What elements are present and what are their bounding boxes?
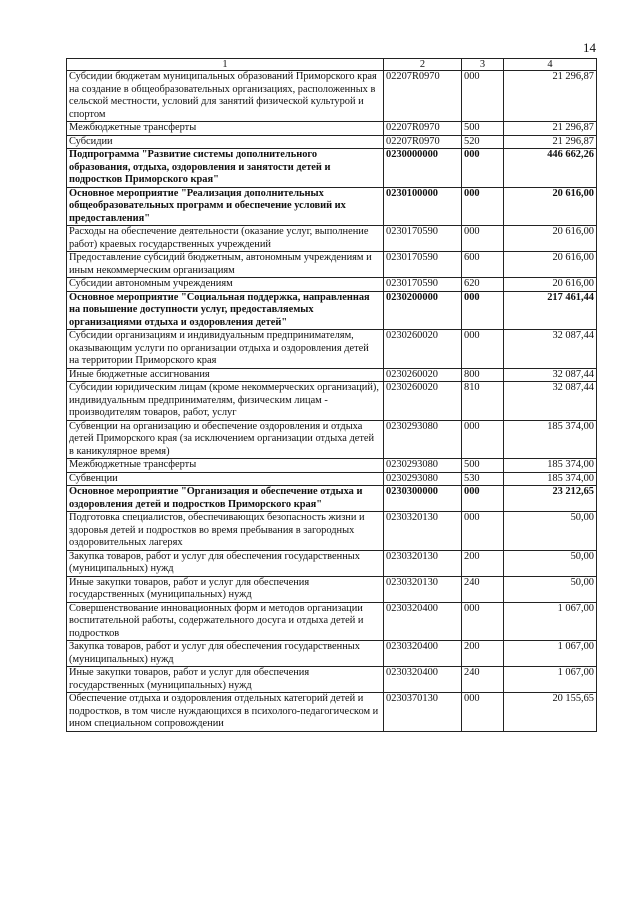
row-amount: 21 296,87 xyxy=(504,122,597,136)
row-expense-type: 810 xyxy=(462,382,504,421)
row-name: Межбюджетные трансферты xyxy=(67,122,384,136)
row-name: Обеспечение отдыха и оздоровления отдельных категорий детей и подростков, в том числе нуждающихся в психолого-педагогическом и ином специальном сопровождении xyxy=(67,693,384,732)
row-code: 02207R0970 xyxy=(384,71,462,122)
table-row xyxy=(67,693,597,732)
row-amount: 185 374,00 xyxy=(504,420,597,459)
row-code: 0230170590 xyxy=(384,252,462,278)
table-row xyxy=(67,550,597,576)
row-expense-type: 500 xyxy=(462,122,504,136)
row-expense-type: 600 xyxy=(462,252,504,278)
row-name: Закупка товаров, работ и услуг для обеспечения государственных (муниципальных) нужд xyxy=(67,550,384,576)
row-name: Основное мероприятие "Социальная поддержка, направленная на повышение доступности услуг, предоставляемых организациями отдыха и оздоровления детей" xyxy=(67,291,384,330)
row-expense-type: 240 xyxy=(462,576,504,602)
row-amount: 185 374,00 xyxy=(504,459,597,473)
row-amount: 1 067,00 xyxy=(504,602,597,641)
row-name: Субсидии бюджетам муниципальных образований Приморского края на создание в общеобразовательных организациях, расположенных в сельской местности, условий для занятий физической культурой и спортом xyxy=(67,71,384,122)
row-code: 0230260020 xyxy=(384,330,462,369)
row-code: 02207R0970 xyxy=(384,135,462,149)
table-row xyxy=(67,226,597,252)
table-row xyxy=(67,252,597,278)
row-expense-type: 500 xyxy=(462,459,504,473)
table-row xyxy=(67,149,597,188)
row-code: 0230320130 xyxy=(384,550,462,576)
table-row xyxy=(67,576,597,602)
column-header-amount: 4 xyxy=(504,59,597,71)
table-row xyxy=(67,291,597,330)
row-amount: 185 374,00 xyxy=(504,472,597,486)
column-header-name: 1 xyxy=(67,59,384,71)
row-code: 02207R0970 xyxy=(384,122,462,136)
row-expense-type: 620 xyxy=(462,278,504,292)
table-row xyxy=(67,122,597,136)
row-name: Субвенции на организацию и обеспечение оздоровления и отдыха детей Приморского края (за исключением организации отдыха детей в каникулярное время) xyxy=(67,420,384,459)
row-amount: 32 087,44 xyxy=(504,382,597,421)
row-code: 0230170590 xyxy=(384,278,462,292)
row-name: Субсидии автономным учреждениям xyxy=(67,278,384,292)
page-number: 14 xyxy=(583,40,596,55)
row-name: Субсидии xyxy=(67,135,384,149)
row-amount: 50,00 xyxy=(504,512,597,551)
row-expense-type: 000 xyxy=(462,602,504,641)
row-name: Субсидии юридическим лицам (кроме некоммерческих организаций), индивидуальным предпринимателям, физическим лицам - производителям товаров, работ, услуг xyxy=(67,382,384,421)
row-name: Субвенции xyxy=(67,472,384,486)
column-header-code: 2 xyxy=(384,59,462,71)
row-amount: 217 461,44 xyxy=(504,291,597,330)
row-expense-type: 000 xyxy=(462,486,504,512)
row-code: 0230000000 xyxy=(384,149,462,188)
row-name: Иные закупки товаров, работ и услуг для обеспечения государственных (муниципальных) нужд xyxy=(67,667,384,693)
table-row xyxy=(67,602,597,641)
table-row xyxy=(67,382,597,421)
row-code: 0230320130 xyxy=(384,512,462,551)
row-name: Иные бюджетные ассигнования xyxy=(67,368,384,382)
row-name: Иные закупки товаров, работ и услуг для обеспечения государственных (муниципальных) нужд xyxy=(67,576,384,602)
row-expense-type: 000 xyxy=(462,330,504,369)
row-amount: 20 616,00 xyxy=(504,187,597,226)
table-row xyxy=(67,486,597,512)
row-code: 0230320130 xyxy=(384,576,462,602)
row-amount: 32 087,44 xyxy=(504,330,597,369)
row-expense-type: 000 xyxy=(462,71,504,122)
table-row xyxy=(67,278,597,292)
row-code: 0230260020 xyxy=(384,382,462,421)
row-code: 0230370130 xyxy=(384,693,462,732)
row-name: Подготовка специалистов, обеспечивающих безопасность жизни и здоровья детей и подростков во время пребывания в загородных оздоровительных лагерях xyxy=(67,512,384,551)
row-amount: 50,00 xyxy=(504,550,597,576)
row-expense-type: 800 xyxy=(462,368,504,382)
row-amount: 20 155,65 xyxy=(504,693,597,732)
row-amount: 23 212,65 xyxy=(504,486,597,512)
row-amount: 1 067,00 xyxy=(504,667,597,693)
row-name: Основное мероприятие "Реализация дополнительных общеобразовательных программ и обеспечение условий их предоставления" xyxy=(67,187,384,226)
row-name: Расходы на обеспечение деятельности (оказание услуг, выполнение работ) краевых государственных учреждений xyxy=(67,226,384,252)
row-code: 0230170590 xyxy=(384,226,462,252)
table-row xyxy=(67,641,597,667)
row-amount: 446 662,26 xyxy=(504,149,597,188)
row-expense-type: 200 xyxy=(462,641,504,667)
table-row xyxy=(67,420,597,459)
row-name: Закупка товаров, работ и услуг для обеспечения государственных (муниципальных) нужд xyxy=(67,641,384,667)
row-name: Межбюджетные трансферты xyxy=(67,459,384,473)
row-code: 0230293080 xyxy=(384,472,462,486)
row-expense-type: 000 xyxy=(462,291,504,330)
row-code: 0230100000 xyxy=(384,187,462,226)
row-code: 0230293080 xyxy=(384,420,462,459)
row-code: 0230293080 xyxy=(384,459,462,473)
row-code: 0230300000 xyxy=(384,486,462,512)
row-name: Подпрограмма "Развитие системы дополнительного образования, отдыха, оздоровления и занятости детей и подростков Приморского края" xyxy=(67,149,384,188)
table-row xyxy=(67,330,597,369)
row-amount: 50,00 xyxy=(504,576,597,602)
row-expense-type: 000 xyxy=(462,149,504,188)
table-row xyxy=(67,472,597,486)
table-row xyxy=(67,459,597,473)
row-code: 0230260020 xyxy=(384,368,462,382)
row-expense-type: 000 xyxy=(462,187,504,226)
row-expense-type: 000 xyxy=(462,512,504,551)
row-amount: 20 616,00 xyxy=(504,278,597,292)
table-row xyxy=(67,667,597,693)
row-amount: 1 067,00 xyxy=(504,641,597,667)
row-expense-type: 000 xyxy=(462,420,504,459)
table-header-row xyxy=(67,59,597,71)
table-row xyxy=(67,135,597,149)
row-code: 0230320400 xyxy=(384,641,462,667)
table-row xyxy=(67,187,597,226)
row-name: Предоставление субсидий бюджетным, автономным учреждениям и иным некоммерческим организациям xyxy=(67,252,384,278)
row-expense-type: 200 xyxy=(462,550,504,576)
row-amount: 21 296,87 xyxy=(504,71,597,122)
row-expense-type: 000 xyxy=(462,693,504,732)
row-expense-type: 530 xyxy=(462,472,504,486)
row-amount: 20 616,00 xyxy=(504,226,597,252)
row-code: 0230200000 xyxy=(384,291,462,330)
row-expense-type: 000 xyxy=(462,226,504,252)
row-name: Совершенствование инновационных форм и методов организации воспитательной работы, содержательного досуга и отдыха детей и подростков xyxy=(67,602,384,641)
row-amount: 32 087,44 xyxy=(504,368,597,382)
row-name: Субсидии организациям и индивидуальным предпринимателям, оказывающим услуги по организации отдыха и оздоровления детей на территории Приморского края xyxy=(67,330,384,369)
column-header-expense-type: 3 xyxy=(462,59,504,71)
row-code: 0230320400 xyxy=(384,667,462,693)
row-expense-type: 240 xyxy=(462,667,504,693)
table-row xyxy=(67,512,597,551)
row-expense-type: 520 xyxy=(462,135,504,149)
row-amount: 20 616,00 xyxy=(504,252,597,278)
row-amount: 21 296,87 xyxy=(504,135,597,149)
table-row xyxy=(67,368,597,382)
table-row xyxy=(67,71,597,122)
row-name: Основное мероприятие "Организация и обеспечение отдыха и оздоровления детей и подростков Приморского края" xyxy=(67,486,384,512)
row-code: 0230320400 xyxy=(384,602,462,641)
budget-table xyxy=(66,58,597,732)
